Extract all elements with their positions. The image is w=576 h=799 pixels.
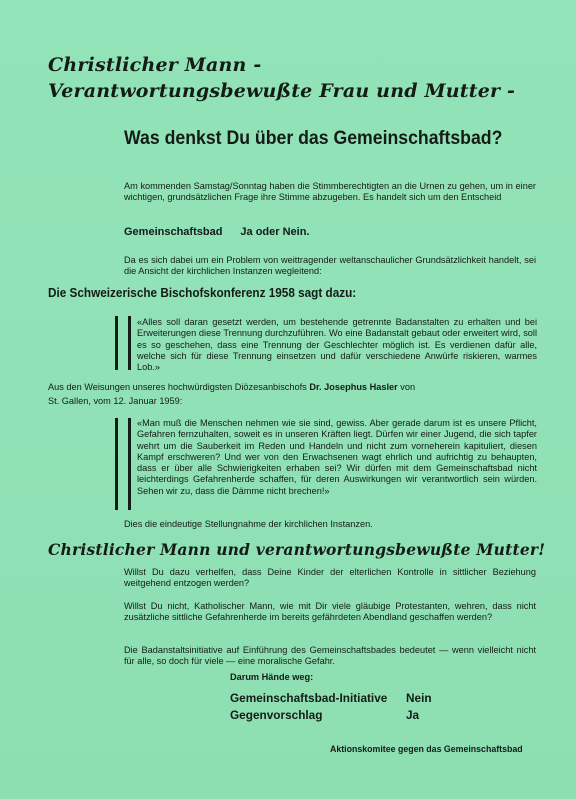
heading-line-1: Christlicher Mann - (48, 54, 262, 76)
context-paragraph: Da es sich dabei um ein Problem von weittragender weltanschaulicher Grundsätzlichkeit handelt, sei die Ansicht der kirchlichen Instanzen wegleitend: (124, 255, 536, 277)
bishop-intro (48, 381, 415, 408)
bishops-conference-heading: Die Schweizerische Bischofskonferenz 1958 sagt dazu: (48, 286, 357, 300)
vote-answer: Ja (406, 708, 420, 722)
bishops-conference-quote: «Alles soll daran gesetzt werden, um bestehende getrennte Badanstalten zu erhalten und bei Erweiterungen diese Trennung durchzuführen. Wo eine Badanstalt gebaut oder erweitert wird, soll es so geschehen, dass eine Trennung der Geschlechter möglich ist. Es verdienen dafür alle, welche sich für diese Trennung einsetzen und dafür verschiedene Anwürfe riskieren, warmes Lob.» (137, 317, 537, 373)
quote-bars-icon (115, 418, 131, 510)
quote-bars-icon (115, 316, 131, 370)
signature: Aktionskomitee gegen das Gemeinschaftsbad (330, 744, 523, 754)
vote-item: Gegenvorschlag (230, 708, 323, 722)
vote-row (230, 691, 432, 705)
bishop-quote: «Man muß die Menschen nehmen wie sie sind, gewiss. Aber gerade darum ist es unsere Pflicht, Gefahren fernzuhalten, soweit es in unseren Kräften liegt. Dürfen wir einer Jugend, die sich tapfer wehrt um die Sauberkeit im Reden und Handeln und nicht zum vorneherein kapituliert, diesen Kampf erschweren? Und wer von den Erwachsenen wagt ehrlich und aufrichtig zu behaupten, dass er über alle Schwierigkeiten erhaben sei? Wir dürfen mit dem Gemeinschaftsbad nicht leichterdings Gefahrenherde schaffen, für deren Auswirkungen wir verantwortlich sein würden. Sehen wir zu, dass die Dämme nicht brechen!» (137, 418, 537, 496)
appeal-statement: Die Badanstaltsinitiative auf Einführung des Gemeinschaftsbades bedeutet — wenn vielleicht nicht für alle, so doch für viele — eine moralische Gefahr. (124, 645, 536, 667)
bishop-intro-date: St. Gallen, vom 12. Januar 1959: (48, 395, 183, 406)
call-to-action: Darum Hände weg: (230, 672, 314, 682)
referendum-choice (124, 226, 310, 238)
vote-row (230, 708, 420, 722)
bishop-name: Dr. Josephus Hasler (309, 382, 398, 392)
heading-line-2: Verantwortungsbewußte Frau und Mutter - (48, 80, 516, 102)
bishop-intro-text: Aus den Weisungen unseres hochwürdigsten Diözesanbischofs (48, 382, 307, 392)
choice-options: Ja oder Nein. (240, 226, 310, 238)
appeal-question-1: Willst Du dazu verhelfen, dass Deine Kinder der elterlichen Kontrolle in sittlicher Beziehung weitgehend entzogen werden? (124, 567, 536, 589)
vote-answer: Nein (406, 691, 432, 705)
page-title: Was denkst Du über das Gemeinschaftsbad? (124, 128, 503, 149)
appeal-heading: Christlicher Mann und verantwortungsbewußte Mutter! (48, 540, 546, 559)
appeal-question-2: Willst Du nicht, Katholischer Mann, wie mit Dir viele gläubige Protestanten, wehren, dass nicht zusätzliche sittliche Gefahrenherde im bereits gefährdeten Abendland geschaffen werden? (124, 601, 536, 623)
conclusion: Dies die eindeutige Stellungnahme der kirchlichen Instanzen. (124, 519, 373, 529)
intro-paragraph: Am kommenden Samstag/Sonntag haben die Stimmberechtigten an die Urnen zu gehen, um in einer wichtigen, grundsätzlichen Frage ihre Stimme abzugeben. Es handelt sich um den Entscheid (124, 181, 536, 203)
choice-label: Gemeinschaftsbad (124, 226, 223, 238)
bishop-intro-von: von (400, 382, 416, 392)
vote-item: Gemeinschaftsbad-Initiative (230, 691, 388, 705)
